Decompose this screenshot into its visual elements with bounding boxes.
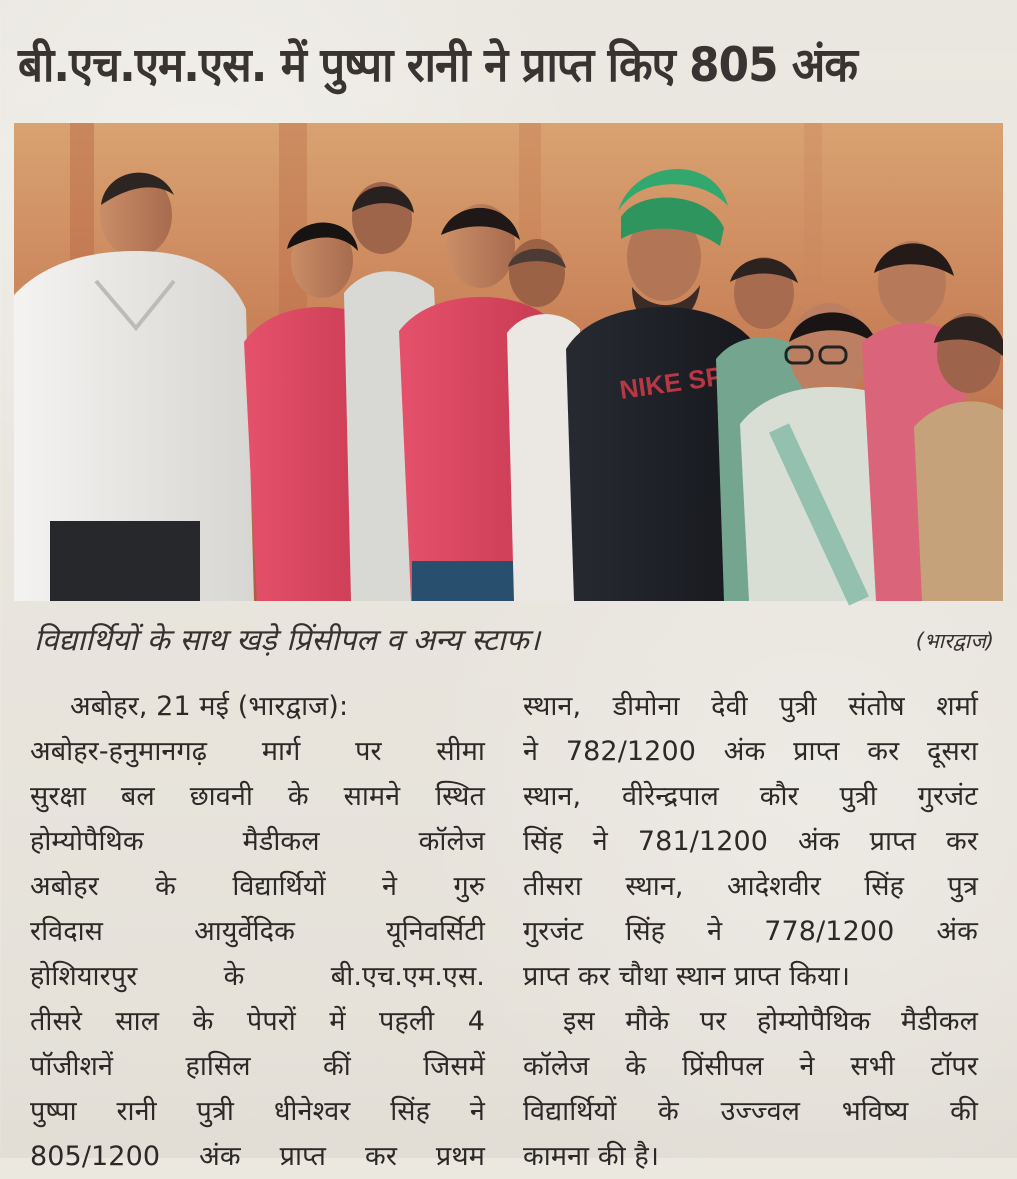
article-line: कामना की है। [523,1141,660,1172]
photo-credit: (भारद्वाज) [915,629,994,653]
article-line: अबोहर-हनुमानगढ़ मार्ग पर सीमा [30,736,485,767]
photo-caption-row [34,615,994,667]
article-line: स्थान, डीमोना देवी पुत्री संतोष शर्मा [523,691,978,722]
article-line: ने 782/1200 अंक प्राप्त कर दूसरा [523,736,978,767]
photo-caption: विद्यार्थियों के साथ खड़े प्रिंसीपल व अन्य स्टाफ। [34,623,541,658]
article-line: अबोहर के विद्यार्थियों ने गुरु [30,871,485,902]
article-line: सुरक्षा बल छावनी के सामने स्थित [30,781,485,812]
news-photo [14,123,1003,601]
article-line: इस मौके पर होम्योपैथिक मैडीकल [563,1006,978,1037]
article-line: पॉजीशनें हासिल कीं जिसमें [30,1051,485,1082]
article-line: सिंह ने 781/1200 अंक प्राप्त कर [523,826,978,857]
article-line: रविदास आयुर्वेदिक यूनिवर्सिटी [30,916,485,947]
group-photo-illustration [14,123,1003,601]
article-line: 805/1200 अंक प्राप्त कर प्रथम [30,1141,485,1172]
article-line: होम्योपैथिक मैडीकल कॉलेज [30,826,485,857]
article-line: स्थान, वीरेन्द्रपाल कौर पुत्री गुरजंट [523,781,978,812]
article-line: गुरजंट सिंह ने 778/1200 अंक [523,916,978,947]
article-line: पुष्पा रानी पुत्री धीनेश्वर सिंह ने [30,1096,485,1127]
article-body [30,684,978,1172]
article-column-left [30,684,485,1179]
article-line: विद्यार्थियों के उज्ज्वल भविष्य की [523,1096,978,1127]
article-line: कॉलेज के प्रिंसीपल ने सभी टॉपर [523,1051,978,1082]
article-line: होशियारपुर के बी.एच.एम.एस. [30,961,485,992]
headline: बी.एच.एम.एस. में पुष्पा रानी ने प्राप्त किए 805 अंक [18,38,857,93]
article-line: अबोहर, 21 मई (भारद्वाज): [70,691,349,722]
article-line: तीसरा स्थान, आदेशवीर सिंह पुत्र [523,871,978,902]
article-column-right [523,684,978,1179]
article-line: तीसरे साल के पेपरों में पहली 4 [30,1006,485,1037]
article-line: प्राप्त कर चौथा स्थान प्राप्त किया। [523,961,851,992]
jersey-print: NIKE [617,366,684,405]
